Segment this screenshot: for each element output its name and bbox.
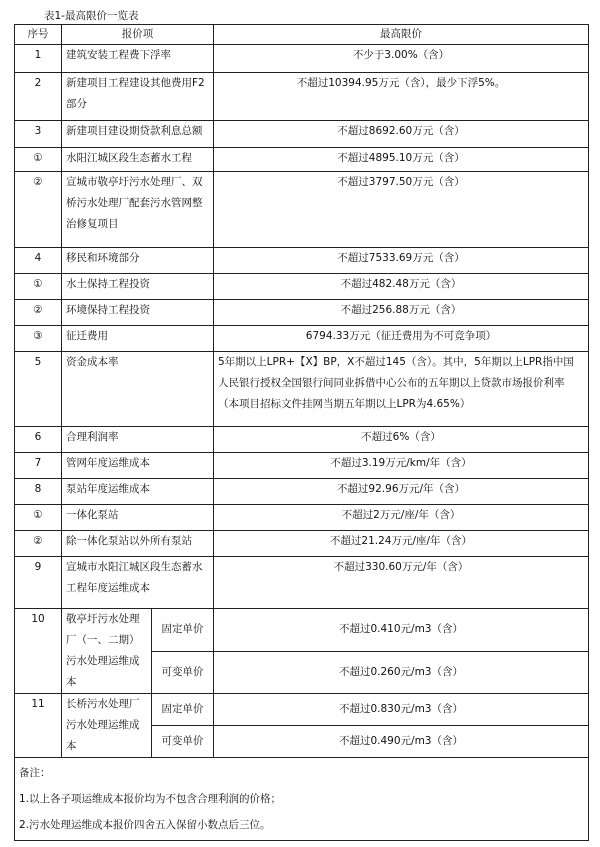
notes-row xyxy=(15,758,589,841)
table-row: 4 移民和环境部分 不超过7533.69万元（含） xyxy=(15,248,589,274)
table-row: 3 新建项目建设期贷款利息总额 不超过8692.60万元（含） xyxy=(15,121,589,148)
header-item: 报价项 xyxy=(62,25,214,45)
table-row: 可变单价 不超过0.260元/m3（含） xyxy=(15,651,589,694)
table-row: 8 泵站年度运维成本 不超过92.96万元/年（含） xyxy=(15,479,589,505)
table-row: ② 宣城市敬亭圩污水处理厂、双桥污水处理厂配套污水管网整治修复项目 不超过3797.50万元（含） xyxy=(15,172,589,248)
table-row: 可变单价 不超过0.490元/m3（含） xyxy=(15,726,589,758)
table-row: 9 宣城市水阳江城区段生态蓄水工程年度运维成本 不超过330.60万元/年（含） xyxy=(15,557,589,609)
notes-title: 备注： xyxy=(19,767,51,779)
table-row: 10 敬亭圩污水处理厂（一、二期）污水处理运维成本 固定单价 不超过0.410元/m3（含） xyxy=(15,609,589,652)
table-row: ③ 征迁费用 6794.33万元（征迁费用为不可竞争项） xyxy=(15,326,589,352)
table-row: ① 水阳江城区段生态蓄水工程 不超过4895.10万元（含） xyxy=(15,148,589,172)
header-num: 序号 xyxy=(15,25,62,45)
table-caption: 表1-最高限价一览表 xyxy=(44,10,139,22)
table-header-row xyxy=(15,25,589,45)
note-line-1: 1.以上各子项运维成本报价均为不包含合理利润的价格； xyxy=(19,793,282,805)
note-line-2: 2.污水处理运维成本报价四舍五入保留小数点后三位。 xyxy=(19,819,271,831)
header-limit: 最高限价 xyxy=(214,25,589,45)
price-limit-table xyxy=(14,24,589,841)
table-row: 6 合理利润率 不超过6%（含） xyxy=(15,427,589,453)
table-row: ② 除一体化泵站以外所有泵站 不超过21.24万元/座/年（含） xyxy=(15,531,589,557)
table-row: 1 建筑安装工程费下浮率 不少于3.00%（含） xyxy=(15,45,589,73)
table-row: ① 一体化泵站 不超过2万元/座/年（含） xyxy=(15,505,589,531)
table-row: ① 水土保持工程投资 不超过482.48万元（含） xyxy=(15,274,589,300)
table-row: 2 新建项目工程建设其他费用F2部分 不超过10394.95万元（含），最少下浮5%。 xyxy=(15,73,589,121)
table-row: 11 长桥污水处理厂污水处理运维成本 固定单价 不超过0.830元/m3（含） xyxy=(15,694,589,726)
table-row: 5 资金成本率 5年期以上LPR+【X】BP，X不超过145（含）。其中，5年期以上LPR指中国人民银行授权全国银行间同业拆借中心公布的五年期以上贷款市场报价利率（本项目招标文件挂网当期五年期以上LPR为4.65%） xyxy=(15,352,589,427)
table-row: 7 管网年度运维成本 不超过3.19万元/km/年（含） xyxy=(15,453,589,479)
table-row: ② 环境保持工程投资 不超过256.88万元（含） xyxy=(15,300,589,326)
